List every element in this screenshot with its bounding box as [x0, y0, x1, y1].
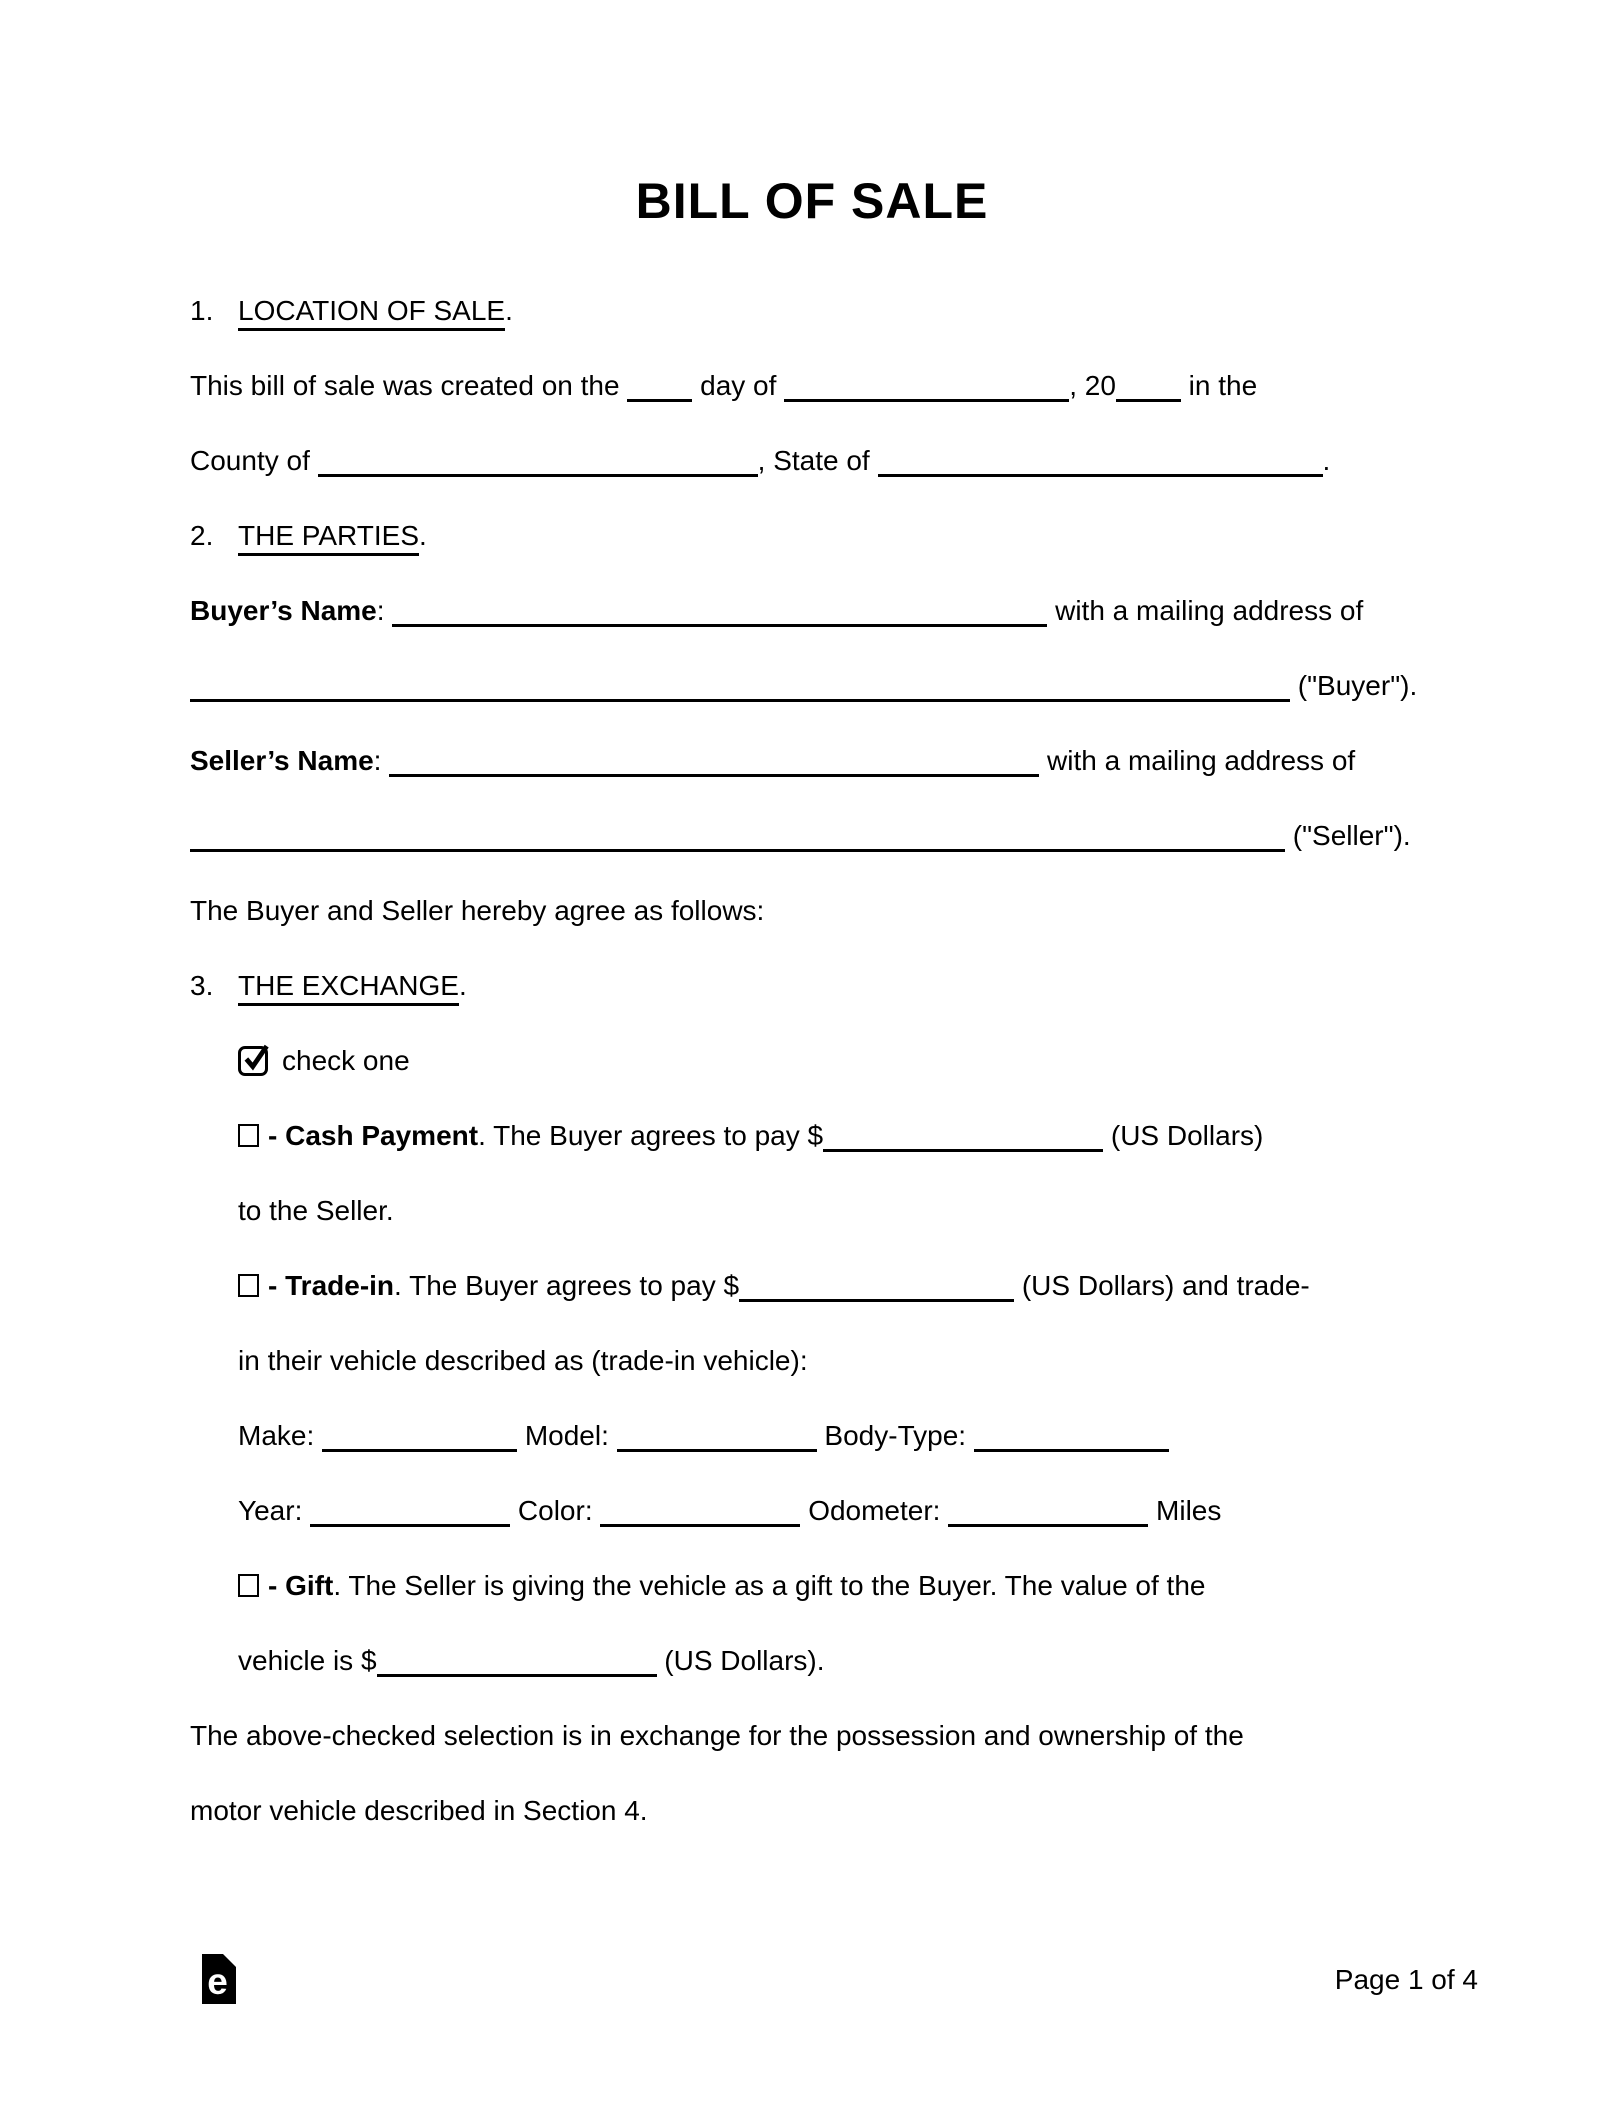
seller-address-blank-field[interactable] [190, 840, 1285, 852]
county-state-line [190, 423, 1478, 498]
section-3-number: 3. [190, 970, 214, 1001]
buyer-tag-text: ("Buyer"). [1297, 670, 1418, 701]
color-blank-field[interactable] [600, 1515, 800, 1527]
document-title: BILL OF SALE [635, 173, 989, 229]
county-blank-field[interactable] [318, 465, 758, 477]
body-type-blank-field[interactable] [974, 1440, 1169, 1452]
section-1-heading-period: . [505, 295, 513, 326]
cash-payment-after: (US Dollars) [1110, 1120, 1264, 1151]
document-body [190, 273, 1478, 1848]
year-label: Year: [238, 1495, 303, 1526]
section-3-heading: THE EXCHANGE [238, 970, 459, 1006]
vehicle-make-model-line [190, 1398, 1478, 1473]
trade-in-line [190, 1248, 1478, 1323]
agreement-intro-text: The Buyer and Seller hereby agree as follows: [190, 895, 765, 926]
seller-tag-text: ("Seller"). [1292, 820, 1411, 851]
gift-dash: - [268, 1570, 278, 1601]
check-one-text: check one [282, 1045, 410, 1076]
buyer-name-line [190, 573, 1478, 648]
buyer-name-blank-field[interactable] [392, 615, 1047, 627]
seller-name-line [190, 723, 1478, 798]
gift-cont-line [190, 1623, 1478, 1698]
model-label: Model: [524, 1420, 609, 1451]
trade-in-label: Trade-in [285, 1270, 395, 1301]
county-label: County of [190, 445, 310, 476]
cash-payment-checkbox[interactable] [238, 1124, 259, 1147]
checked-checkbox-icon [238, 1046, 268, 1076]
trade-in-cont-text: in their vehicle described as (trade-in vehicle): [238, 1345, 808, 1376]
section-2-heading-period: . [419, 520, 427, 551]
cash-amount-blank-field[interactable] [823, 1140, 1103, 1152]
trade-in-cont-line [190, 1323, 1478, 1398]
trade-in-text: . The Buyer agrees to pay $ [394, 1270, 740, 1301]
section-1-heading-line [190, 273, 1478, 348]
buyer-name-label: Buyer’s Name [190, 595, 377, 626]
gift-cont-after-text: (US Dollars). [664, 1645, 825, 1676]
trade-in-after: (US Dollars) and trade- [1021, 1270, 1310, 1301]
gift-amount-blank-field[interactable] [377, 1665, 657, 1677]
seller-address-line [190, 798, 1478, 873]
make-label: Make: [238, 1420, 315, 1451]
state-label: , State of [757, 445, 870, 476]
eforms-logo-letter: e [207, 1961, 228, 2002]
created-year-text: , 20 [1069, 370, 1116, 401]
trade-amount-blank-field[interactable] [739, 1290, 1014, 1302]
model-blank-field[interactable] [617, 1440, 817, 1452]
section-3-heading-period: . [458, 970, 467, 1001]
odometer-blank-field[interactable] [948, 1515, 1148, 1527]
gift-cont-pre-text: vehicle is $ [238, 1645, 377, 1676]
section-1-heading: LOCATION OF SALE [238, 295, 505, 331]
year-blank-field[interactable] [1116, 390, 1181, 402]
created-post-text: in the [1188, 370, 1258, 401]
created-mid-text: day of [700, 370, 777, 401]
seller-mailing-text: with a mailing address of [1047, 745, 1356, 776]
closing-line-2 [190, 1773, 1478, 1848]
section-2-heading: THE PARTIES [238, 520, 419, 556]
state-blank-field[interactable] [878, 465, 1323, 477]
eforms-logo [202, 1954, 236, 2004]
created-pre-text: This bill of sale was created on the [190, 370, 620, 401]
color-label: Color: [517, 1495, 593, 1526]
miles-label: Miles [1156, 1495, 1222, 1526]
trade-in-checkbox[interactable] [238, 1274, 259, 1297]
cash-payment-cont-text: to the Seller. [238, 1195, 394, 1226]
buyer-address-blank-field[interactable] [190, 690, 1290, 702]
county-line-period: . [1322, 445, 1331, 476]
cash-payment-label: Cash Payment [285, 1120, 479, 1151]
section-2-number: 2. [190, 520, 214, 551]
day-blank-field[interactable] [627, 390, 692, 402]
body-type-label: Body-Type: [824, 1420, 967, 1451]
closing-line-1 [190, 1698, 1478, 1773]
buyer-name-colon: : [376, 595, 385, 626]
gift-label: Gift [285, 1570, 334, 1601]
cash-payment-line [190, 1098, 1478, 1173]
section-2-heading-line [190, 498, 1478, 573]
closing-text-1: The above-checked selection is in exchange for the possession and ownership of the [190, 1720, 1244, 1751]
sale-date-line [190, 348, 1478, 423]
gift-checkbox[interactable] [238, 1574, 259, 1597]
agreement-intro-line [190, 873, 1478, 948]
closing-text-2: motor vehicle described in Section 4. [190, 1795, 648, 1826]
cash-dash: - [268, 1120, 278, 1151]
cash-payment-cont-line [190, 1173, 1478, 1248]
buyer-mailing-text: with a mailing address of [1055, 595, 1364, 626]
trade-dash: - [268, 1270, 278, 1301]
make-blank-field[interactable] [322, 1440, 517, 1452]
seller-name-colon: : [373, 745, 382, 776]
page-number-label: Page 1 of 4 [1334, 1964, 1478, 1995]
odometer-label: Odometer: [808, 1495, 941, 1526]
buyer-address-line [190, 648, 1478, 723]
month-blank-field[interactable] [784, 390, 1069, 402]
seller-name-label: Seller’s Name [190, 745, 374, 776]
section-1-number: 1. [190, 295, 214, 326]
vehicle-year-color-line [190, 1473, 1478, 1548]
check-one-line [190, 1023, 1478, 1098]
vehicle-year-blank-field[interactable] [310, 1515, 510, 1527]
gift-text: . The Seller is giving the vehicle as a gift to the Buyer. The value of the [333, 1570, 1206, 1601]
cash-payment-text: . The Buyer agrees to pay $ [478, 1120, 824, 1151]
seller-name-blank-field[interactable] [389, 765, 1039, 777]
gift-line [190, 1548, 1478, 1623]
section-3-heading-line [190, 948, 1478, 1023]
